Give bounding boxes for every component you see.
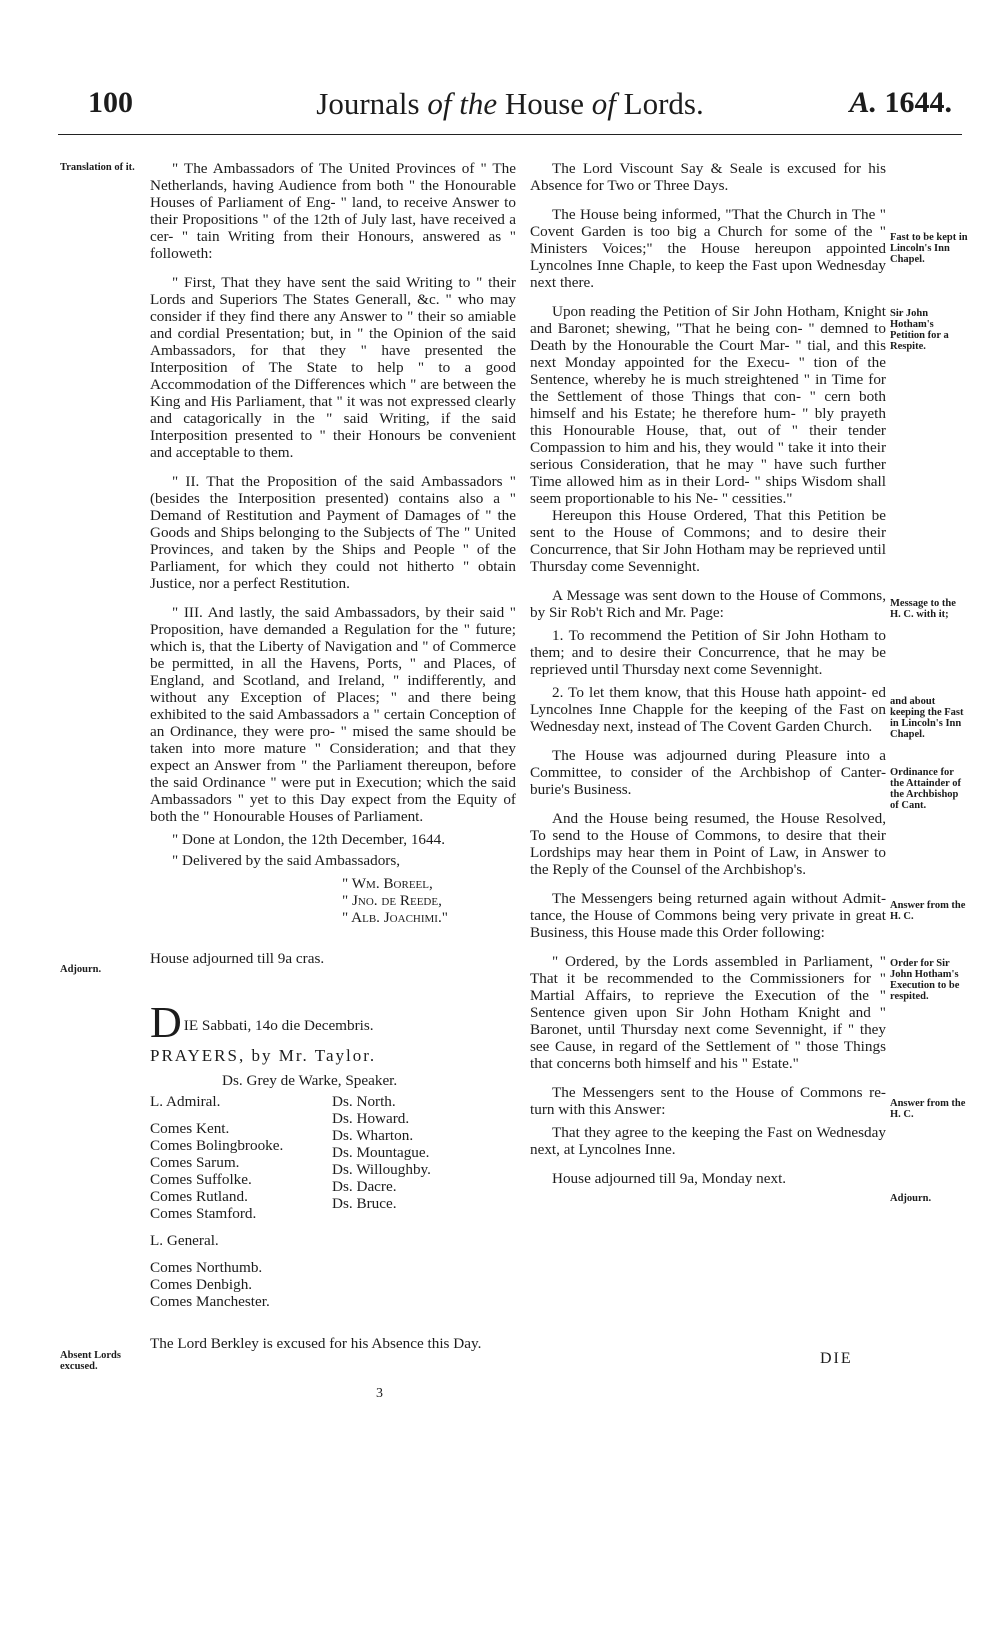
peer-name: Ds. Wharton. [332,1127,414,1144]
peer-name: Ds. Mountague. [332,1144,430,1161]
right-column [530,160,886,1187]
left-column [150,160,516,1352]
page-number: 100 [88,86,133,119]
peers-spacer [150,1222,310,1232]
margin-note-adjourn-right: Adjourn. [890,1193,932,1204]
paragraph: " The Ambassadors of The United Provinces of " The Netherlands, having Audience from both " the Honourable Houses of Parliament of Eng- " land, to receive Answer to their Propositions " of the 12th of July last, have received a cer- " tain Writing from their Honours, answered as " followeth: [150,160,516,262]
signatory: " Wm. Boreel, [342,875,433,892]
margin-note-about: and about keeping the Fast in Lincoln's Inn Chapel. [890,696,964,740]
paragraph: The Messengers sent to the House of Commons re- turn with this Answer: [530,1084,886,1118]
paragraph: Hereupon this House Ordered, That this Petition be sent to the House of Commons; and to desire their Concurrence, that Sir John Hotham may be reprieved until Thursday come Sevennight. [530,507,886,575]
margin-note-answer2: Answer from the H. C. [890,1098,966,1120]
peer-name: L. General. [150,1232,219,1249]
peer-name: Comes Northumb. [150,1259,263,1276]
margin-note-translation: Translation of it. [60,162,135,173]
peer-name: Comes Denbigh. [150,1276,253,1293]
margin-note-fast: Fast to be kept in Lincoln's Inn Chapel. [890,232,968,265]
peer-name: L. Admiral. [150,1093,221,1110]
peer-name: Comes Stamford. [150,1205,257,1222]
margin-note-order: Order for Sir John Hotham's Execution to be respited. [890,958,960,1002]
prayers-heading: PRAYERS, by Mr. Taylor. [150,1046,377,1065]
peers-column-2 [332,1093,472,1212]
peer-name: Comes Manchester. [150,1293,270,1310]
margin-note-answer1: Answer from the H. C. [890,900,966,922]
peer-name: Ds. Willoughby. [332,1161,431,1178]
paragraph: The Lord Viscount Say & Seale is excused for his Absence for Two or Three Days. [530,160,886,194]
peers-column-1 [150,1093,310,1310]
peer-name: Ds. Dacre. [332,1178,397,1195]
paragraph: Upon reading the Petition of Sir John Hotham, Knight and Baronet; shewing, "That he being con- " demned to Death by the Honourable the Court Mar- " tial, and this next Monday appointed for the Execu- " tion of the Sentence, whereby he is much streightened " in Time for the Settlement of those Things that con- " cern both himself and his Estate; he therefore hum- " bly prayeth this Honourable House, that, out of " their tender Compassion to him and his, they would " take it into their serious Consideration, that he may " have such further Time allowed him as in their Lord- " ships Wisdom shall seem proportionable to his Ne- " cessities." [530,303,886,507]
paragraph: The Messengers being returned again without Admit- tance, the House of Commons being very private in great Business, this House made this Order following: [530,890,886,941]
paragraph: A Message was sent down to the House of Commons, by Sir Rob't Rich and Mr. Page: [530,587,886,621]
signatory: " Alb. Joachimi." [342,909,448,926]
paragraph: 1. To recommend the Petition of Sir John Hotham to them; and to desire their Concurrence, that he may be reprieved until Thursday next come Sevennight. [530,627,886,678]
margin-note-hotham: Sir John Hotham's Petition for a Respite. [890,308,949,352]
margin-note-absent: Absent Lords excused. [60,1350,121,1372]
paragraph: The House was adjourned during Pleasure into a Committee, to consider of the Archbishop of Canter- burie's Business. [530,747,886,798]
page-header [60,86,960,136]
paragraph: " Ordered, by the Lords assembled in Parliament, " That it be recommended to the Commissioners for " Martial Affairs, to reprieve the Execution of the " Sentence given upon Sir John Hotham Knight and " Baronet, until Thursday next come Sevennight, if " they see Cause, in regard of the Settlement of " those Things that concerns both himself and his " Estate." [530,953,886,1072]
peers-spacer [150,1249,310,1259]
peer-name: Ds. Bruce. [332,1195,397,1212]
peers-spacer [150,1110,310,1120]
paragraph: " First, That they have sent the said Writing to " their Lords and Superiors The States Generall, &c. " who may consider if they find there any Answer to " their so amiable and cordial Presentation; but, in " the Opinion of the said Ambassadors, for that they " have presented the Interposition of The State to help " to a good Accommodation of the Differences which " are between the King and His Parliament, that " it was not expressed clearly and catagorically in the " said Writing, if the said Interposition presented to " their Honours be convenient and acceptable to them. [150,274,516,461]
signatory: " Jno. de Reede, [342,892,442,909]
paragraph: And the House being resumed, the House Resolved, To send to the House of Commons, to desire that their Lordships may hear them in Point of Law, in Answer to the Reply of the Counsel of the Archbishop's. [530,810,886,878]
peer-name: Ds. North. [332,1093,396,1110]
page-year: A. 1644. [849,86,952,119]
adjournment: House adjourned till 9a, Monday next. [552,1170,787,1187]
adjournment: House adjourned till 9a cras. [150,950,325,967]
drop-cap: D [150,1005,182,1041]
paragraph: That they agree to the keeping the Fast on Wednesday next, at Lyncolnes Inne. [530,1124,886,1158]
running-title: Journals of the House of Lords. [316,86,704,121]
absence-note: The Lord Berkley is excused for his Absence this Day. [150,1335,482,1352]
paragraph: " III. And lastly, the said Ambassadors, by their said " Proposition, have demanded a Regulation for the " future; which is, that the Liberty of Navigation and " of Commerce be permitted, in all the Havens, Ports, " and Places, of England, and Scotland, and Ireland, " indifferently, and without any Exception of Places; " and there being exhibited to the said Ambassadors a " certain Conception of an Ordinance, they were pro- " mised the same should be taken into more mature " Consideration; and that they expect an Answer from " the Parliament thereupon, before the said Ordinance " were put in Execution; which the said Ambassadors " yet to this Day expect from the Equity of both the " Honourable Houses of Parliament. [150,604,516,825]
peer-name: Comes Rutland. [150,1188,248,1205]
catchword: DIE [820,1350,853,1367]
peer-name: Ds. Howard. [332,1110,410,1127]
paragraph: 2. To let them know, that this House hath appoint- ed Lyncolnes Inne Chapple for the keeping of the Fast on Wednesday next, instead of The Covent Garden Church. [530,684,886,735]
margin-note-message: Message to the H. C. with it; [890,598,956,620]
date-line: " Done at London, the 12th December, 1644. [172,831,445,848]
die-heading: D IE Sabbati, 14o die Decembris. [150,1005,374,1041]
margin-note-ordinance: Ordinance for the Attainder of the Archbishop of Cant. [890,767,961,811]
peer-name: Comes Kent. [150,1120,230,1137]
paragraph: The House being informed, "That the Church in The " Covent Garden is too big a Church for some of the " Ministers Voices;" the House hereupon appointed Lyncolnes Inne Chaple, to keep the Fast upon Wednesday next there. [530,206,886,291]
paragraph: " II. That the Proposition of the said Ambassadors " (besides the Interposition presented) contains also a " Demand of Restitution and Payment of Damages of " the Goods and Ships belonging to the Subjects of The " United Provinces, and taken by the Ships and People " of the Parliament, for which they could not hitherto " obtain Justice, nor a perfect Restitution. [150,473,516,592]
peer-name: Comes Bolingbrooke. [150,1137,284,1154]
margin-note-adjourn: Adjourn. [60,964,102,975]
header-rule [58,134,962,135]
delivered-line: " Delivered by the said Ambassadors, [172,852,401,869]
peer-name: Comes Suffolke. [150,1171,252,1188]
peer-name: Comes Sarum. [150,1154,240,1171]
peers-list [150,1093,516,1329]
speaker-line: Ds. Grey de Warke, Speaker. [222,1072,398,1089]
signature-mark: 3 [376,1386,383,1401]
